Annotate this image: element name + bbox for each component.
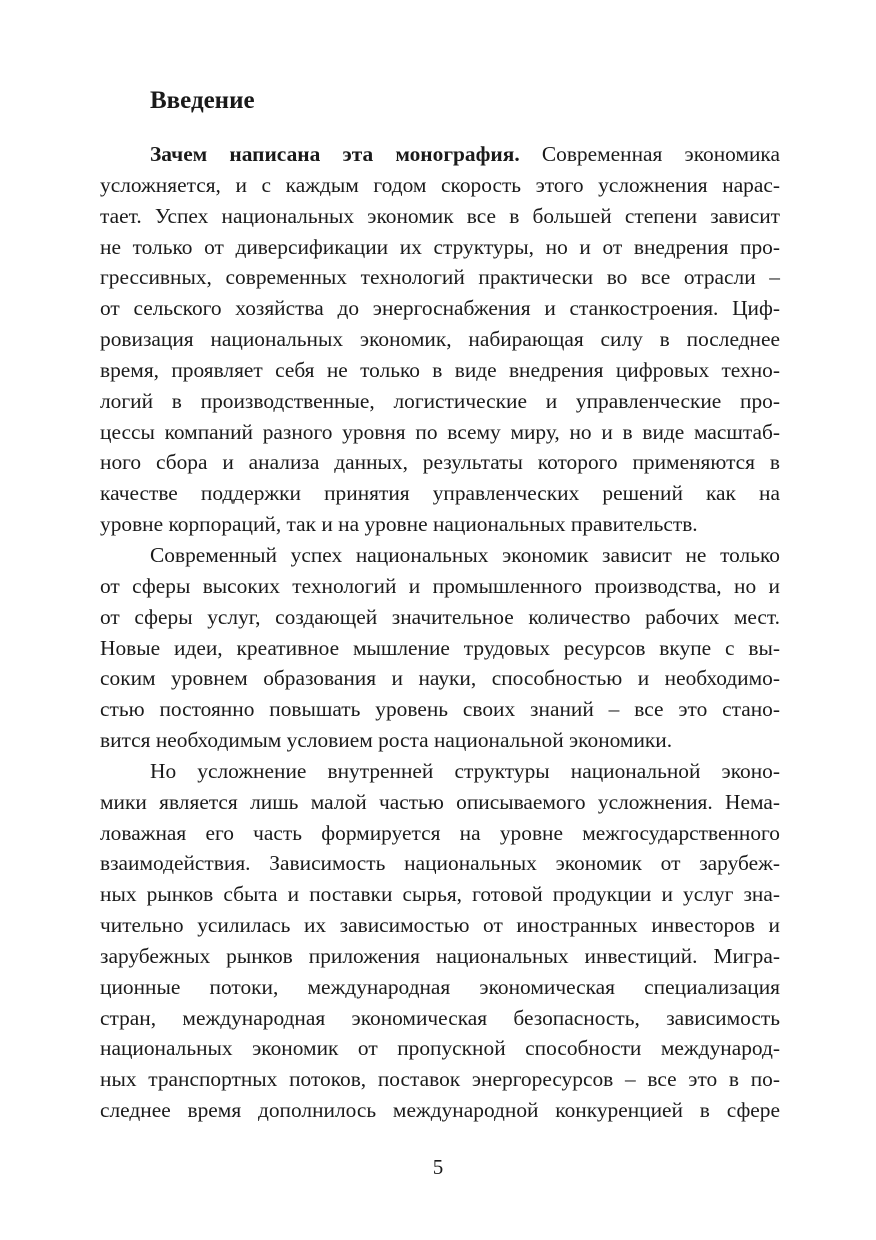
page-number: 5 (432, 1155, 444, 1179)
text-line: цессы компаний разного уровня по всему миру, но и в виде масштаб- (100, 419, 780, 444)
text-line: взаимодействия. Зависимость национальных экономик от зарубеж- (100, 851, 780, 876)
text-line: логий в производственные, логистические и управленческие про- (100, 388, 780, 413)
text-line: время, проявляет себя не только в виде внедрения цифровых техно- (100, 357, 780, 382)
text-line: от сельского хозяйства до энергоснабжения и станкостроения. Циф- (100, 296, 780, 321)
text-line: соким уровнем образования и науки, способностью и необходимо- (100, 666, 780, 691)
text-line: Но усложнение внутренней структуры национальной эконо- (150, 758, 780, 783)
text-line: ного сбора и анализа данных, результаты которого применяются в (100, 450, 780, 475)
text-line: мики является лишь малой частью описываемого усложнения. Нема- (100, 789, 780, 814)
text-line: усложняется, и с каждым годом скорость этого усложнения нарас- (100, 172, 780, 197)
body-text (100, 139, 780, 1126)
text-line: ных транспортных потоков, поставок энергоресурсов – все это в по- (100, 1067, 780, 1092)
text-line: ных рынков сбыта и поставки сырья, готовой продукции и услуг зна- (100, 882, 780, 907)
text-line: от сферы высоких технологий и промышленного производства, но и (100, 573, 780, 598)
paragraph-3 (100, 756, 780, 1126)
text-line: от сферы услуг, создающей значительное количество рабочих мест. (100, 604, 780, 629)
paragraph-2 (100, 540, 780, 756)
text-line (100, 139, 780, 170)
text-line: качестве поддержки принятия управленческих решений как на (100, 481, 780, 506)
text-line: национальных экономик от пропускной способности международ- (100, 1036, 780, 1061)
paragraph-1 (100, 139, 780, 540)
text-line: ционные потоки, международная экономическая специализация (100, 974, 780, 999)
text-line: уровне корпораций, так и на уровне национальных правительств. (100, 512, 698, 537)
text-line: ловажная его часть формируется на уровне межгосударственного (100, 820, 780, 845)
text-line: грессивных, современных технологий практически во все отрасли – (100, 265, 780, 290)
line-text: Современная экономика (519, 142, 780, 166)
text-line: зарубежных рынков приложения национальных инвестиций. Мигра- (100, 943, 780, 968)
text-line: стран, международная экономическая безопасность, зависимость (100, 1005, 780, 1030)
paragraph-lead: Зачем написана эта монография. (150, 142, 520, 166)
text-line: Современный успех национальных экономик зависит не только (150, 542, 780, 567)
text-line: стью постоянно повышать уровень своих знаний – все это стано- (100, 697, 780, 722)
chapter-heading: Введение (150, 87, 255, 114)
text-line: не только от диверсификации их структуры, но и от внедрения про- (100, 234, 780, 259)
text-line: чительно усилилась их зависимостью от иностранных инвесторов и (100, 913, 780, 938)
text-line: Новые идеи, креативное мышление трудовых ресурсов вкупе с вы- (100, 635, 780, 660)
text-line: тает. Успех национальных экономик все в большей степени зависит (100, 203, 780, 228)
text-line: следнее время дополнилось международной конкуренцией в сфере (100, 1098, 780, 1123)
text-line: ровизация национальных экономик, набирающая силу в последнее (100, 327, 780, 352)
text-line: вится необходимым условием роста национальной экономики. (100, 728, 673, 753)
